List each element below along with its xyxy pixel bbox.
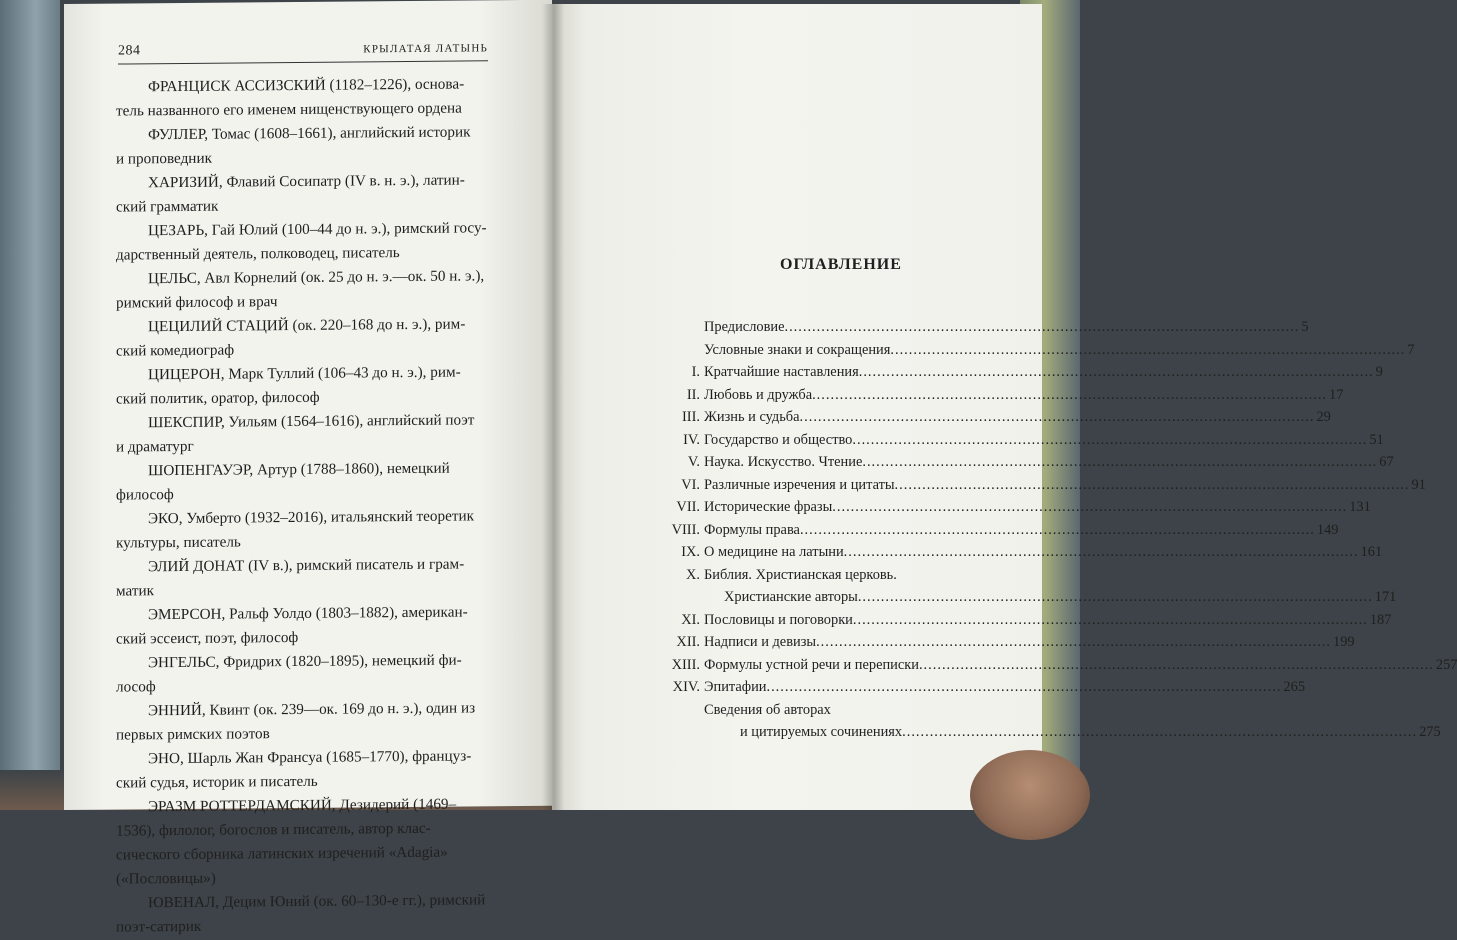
toc-page-number: 29 [1316, 409, 1331, 425]
index-entry [116, 504, 494, 555]
toc-page-number: 5 [1301, 319, 1309, 335]
toc-row [612, 564, 1020, 587]
table-of-contents [612, 316, 1457, 744]
index-entry [116, 168, 494, 219]
running-head [118, 40, 488, 65]
entry-continuation-line: ский грамматик [116, 197, 219, 216]
toc-entry [704, 406, 1331, 429]
entry-continuation-line: дарственный деятель, полководец, писатель [116, 244, 400, 264]
index-entry [116, 408, 494, 459]
entry-heading-line: ЦИЦЕРОН, Марк Туллий (106–43 до н. э.), рим- [148, 363, 461, 384]
toc-page-number [1018, 699, 1020, 722]
toc-page-number: 149 [1316, 521, 1339, 538]
toc-leader-dots [902, 721, 1417, 744]
toc-leader-dots [862, 451, 1377, 474]
toc-chapter-number: VII. [676, 499, 700, 515]
toc-entry [704, 451, 1394, 474]
toc-page-number: 171 [1374, 589, 1397, 605]
index-entry [116, 696, 494, 747]
entry-continuation-line: тель названного его именем нищенствующего ордена [116, 99, 462, 120]
entry-continuation-line: первых римских поэтов [116, 725, 270, 744]
toc-chapter-number: VIII. [671, 521, 700, 538]
entry-continuation-line: ский комедиограф [116, 341, 235, 360]
toc-leader-dots [766, 676, 1281, 699]
index-entry [116, 600, 494, 651]
entry-continuation-line: 1536), филолог, богослов и писатель, автор клас- [116, 819, 431, 840]
toc-row [612, 361, 1383, 384]
toc-chapter-number: XIII. [671, 656, 700, 673]
toc-row [612, 384, 1344, 407]
entry-continuation-line: ский судья, историк и писатель [116, 772, 318, 792]
toc-entry [704, 474, 1426, 497]
page-number: 284 [118, 43, 141, 59]
toc-row [612, 541, 1383, 564]
entry-heading-line: ЭРАЗМ РОТТЕРДАМСКИЙ, Дезидерий (1469– [148, 795, 457, 816]
entry-heading-line: ХАРИЗИЙ, Флавий Сосипатр (IV в. н. э.), латин- [148, 171, 465, 192]
toc-chapter-number: I. [691, 364, 700, 380]
entry-continuation-line: римский философ и врач [116, 293, 278, 312]
toc-row [612, 339, 1415, 362]
toc-label: Исторические фразы [704, 499, 833, 515]
toc-label: Формулы устной речи и переписки [704, 656, 919, 673]
entry-heading-line: ЭННИЙ, Квинт (ок. 239—ок. 169 до н. э.), один из [148, 699, 476, 720]
toc-leader-dots [853, 609, 1368, 632]
toc-page-number: 187 [1369, 611, 1392, 628]
left-page [64, 0, 552, 936]
toc-row [612, 451, 1394, 474]
toc-page-number: 67 [1379, 454, 1394, 470]
toc-row [612, 496, 1371, 519]
index-entry [116, 264, 494, 315]
toc-chapter-number: V. [687, 454, 700, 470]
toc-row [612, 676, 1306, 699]
toc-entry [704, 631, 1355, 654]
toc-label: Предисловие [704, 319, 785, 335]
entry-continuation-line: и драматург [116, 437, 194, 456]
toc-entry [704, 609, 1392, 632]
entry-heading-line: ЦЕЗАРЬ, Гай Юлий (100–44 до н. э.), римский госу- [148, 219, 487, 240]
toc-entry [724, 586, 1397, 609]
toc-leader-dots [858, 586, 1373, 609]
entry-heading-line: ФУЛЛЕР, Томас (1608–1661), английский историк [148, 123, 471, 144]
thumb [970, 750, 1090, 840]
index-entry [116, 792, 494, 891]
index-entry [116, 120, 494, 171]
toc-page-number: 199 [1333, 634, 1355, 650]
toc-entry [704, 654, 1457, 677]
toc-row [612, 609, 1392, 632]
entry-continuation-line: ский эссеист, поэт, философ [116, 628, 299, 648]
toc-page-number: 7 [1407, 341, 1415, 358]
entry-continuation-line: матик [116, 582, 154, 600]
toc-label: Наука. Искусство. Чтение [704, 454, 863, 470]
toc-leader-dots [897, 564, 1018, 587]
toc-chapter-number: X. [686, 566, 700, 583]
background-left [0, 0, 60, 810]
toc-row [612, 699, 1020, 722]
toc-label: Жизнь и судьба [704, 409, 800, 425]
toc-row [612, 654, 1457, 677]
toc-label: Различные изречения и цитаты [704, 476, 895, 493]
entry-continuation-line: лософ [116, 678, 156, 696]
toc-entry [704, 564, 1020, 587]
entry-heading-line: ЦЕЛЬС, Авл Корнелий (ок. 25 до н. э.—ок. 50 н. э.), [148, 267, 485, 288]
index-entry [116, 744, 494, 795]
toc-leader-dots [919, 654, 1434, 677]
toc-page-number: 161 [1360, 544, 1383, 560]
entry-heading-line: ЭМЕРСОН, Ральф Уолдо (1803–1882), американ- [148, 603, 468, 624]
toc-entry [704, 429, 1384, 452]
index-entry [116, 312, 494, 363]
entry-heading-line: ЭКО, Умберто (1932–2016), итальянский теоретик [148, 507, 474, 528]
entry-continuation-line: («Пословицы») [116, 869, 216, 888]
toc-label: Государство и общество [704, 431, 853, 448]
toc-page-number [1018, 564, 1020, 587]
toc-label: Кратчайшие наставления [704, 364, 859, 380]
toc-label: Эпитафии [704, 679, 767, 695]
index-entry [116, 360, 494, 411]
toc-chapter-number: XI. [681, 611, 700, 628]
toc-leader-dots [816, 631, 1331, 654]
toc-chapter-number: IV. [683, 431, 700, 448]
toc-entry [704, 496, 1371, 519]
toc-row [612, 721, 1441, 744]
toc-entry [704, 699, 1020, 722]
toc-page-number: 17 [1329, 386, 1344, 403]
toc-leader-dots [844, 541, 1359, 564]
toc-entry [740, 721, 1441, 744]
index-entry [116, 648, 494, 699]
toc-label: Сведения об авторах [704, 701, 831, 718]
toc-entry [704, 316, 1309, 339]
toc-entry [704, 361, 1383, 384]
toc-leader-dots [890, 339, 1405, 362]
toc-page-number: 9 [1375, 364, 1383, 380]
toc-page-number: 51 [1369, 431, 1384, 448]
toc-row [612, 519, 1339, 542]
index-entry [116, 888, 494, 939]
toc-label: Библия. Христианская церковь. [704, 566, 897, 583]
toc-chapter-number: II. [686, 386, 700, 403]
entry-continuation-line: ский политик, оратор, философ [116, 388, 320, 408]
toc-page-number: 91 [1411, 476, 1426, 493]
toc-label: Христианские авторы [724, 589, 858, 605]
toc-entry [704, 339, 1415, 362]
toc-leader-dots [784, 316, 1299, 339]
right-page [552, 4, 1457, 810]
toc-row [612, 429, 1384, 452]
entry-heading-line: ШОПЕНГАУЭР, Артур (1788–1860), немецкий [148, 459, 450, 480]
author-index [116, 72, 494, 939]
header-rule [118, 60, 488, 64]
toc-label: Формулы права [704, 521, 800, 538]
toc-row [612, 316, 1309, 339]
index-entry [116, 216, 494, 267]
entry-continuation-line: поэт-сатирик [116, 917, 202, 936]
toc-entry [704, 519, 1339, 542]
toc-chapter-number: III. [682, 409, 700, 425]
toc-row [612, 474, 1426, 497]
entry-continuation-line: культуры, писатель [116, 533, 241, 552]
running-title: КРЫЛАТАЯ ЛАТЫНЬ [363, 42, 488, 56]
toc-leader-dots [895, 474, 1410, 497]
toc-label: О медицине на латыни [704, 544, 844, 560]
toc-leader-dots [800, 406, 1315, 429]
toc-entry [704, 541, 1383, 564]
entry-heading-line: ЭНГЕЛЬС, Фридрих (1820–1895), немецкий фи- [148, 651, 462, 672]
entry-continuation-line: философ [116, 486, 174, 504]
toc-label: Пословицы и поговорки [704, 611, 853, 628]
toc-chapter-number: VI. [681, 476, 700, 493]
toc-row [612, 406, 1331, 429]
open-book [64, 4, 1457, 936]
entry-continuation-line: и проповедник [116, 149, 212, 168]
toc-leader-dots [800, 519, 1315, 542]
toc-row [612, 586, 1397, 609]
entry-heading-line: ШЕКСПИР, Уильям (1564–1616), английский поэт [148, 411, 475, 432]
toc-entry [704, 384, 1344, 407]
toc-page-number: 257 [1435, 656, 1457, 673]
index-entry [116, 72, 494, 123]
toc-entry [704, 676, 1306, 699]
index-entry [116, 552, 494, 603]
toc-leader-dots [812, 384, 1327, 407]
toc-leader-dots [859, 361, 1374, 384]
entry-heading-line: ЦЕЦИЛИЙ СТАЦИЙ (ок. 220–168 до н. э.), рим- [148, 315, 466, 336]
entry-heading-line: ЭНО, Шарль Жан Франсуа (1685–1770), француз- [148, 747, 472, 768]
toc-row [612, 631, 1355, 654]
toc-chapter-number: XIV. [672, 679, 700, 695]
toc-label: Надписи и девизы [704, 634, 817, 650]
toc-chapter-number: IX. [681, 544, 700, 560]
entry-heading-line: ЭЛИЙ ДОНАТ (IV в.), римский писатель и грам- [148, 555, 465, 576]
index-entry [116, 456, 494, 507]
toc-page-number: 275 [1419, 724, 1441, 740]
toc-label: Любовь и дружба [704, 386, 813, 403]
toc-chapter-number: XII. [676, 634, 700, 650]
toc-leader-dots [852, 429, 1367, 452]
toc-leader-dots [831, 699, 1018, 722]
entry-heading-line: ФРАНЦИСК АССИЗСКИЙ (1182–1226), основа- [148, 75, 465, 96]
toc-page-number: 265 [1283, 679, 1306, 695]
entry-continuation-line: сического сборника латинских изречений «Adagia» [116, 843, 448, 864]
toc-page-number: 131 [1349, 499, 1371, 515]
entry-heading-line: ЮВЕНАЛ, Децим Юний (ок. 60–130-е гг.), римский [148, 891, 486, 912]
toc-leader-dots [832, 496, 1347, 519]
toc-label: и цитируемых сочинениях [740, 724, 903, 740]
toc-label: Условные знаки и сокращения [704, 341, 891, 358]
toc-title: ОГЛАВЛЕНИЕ [780, 256, 902, 273]
